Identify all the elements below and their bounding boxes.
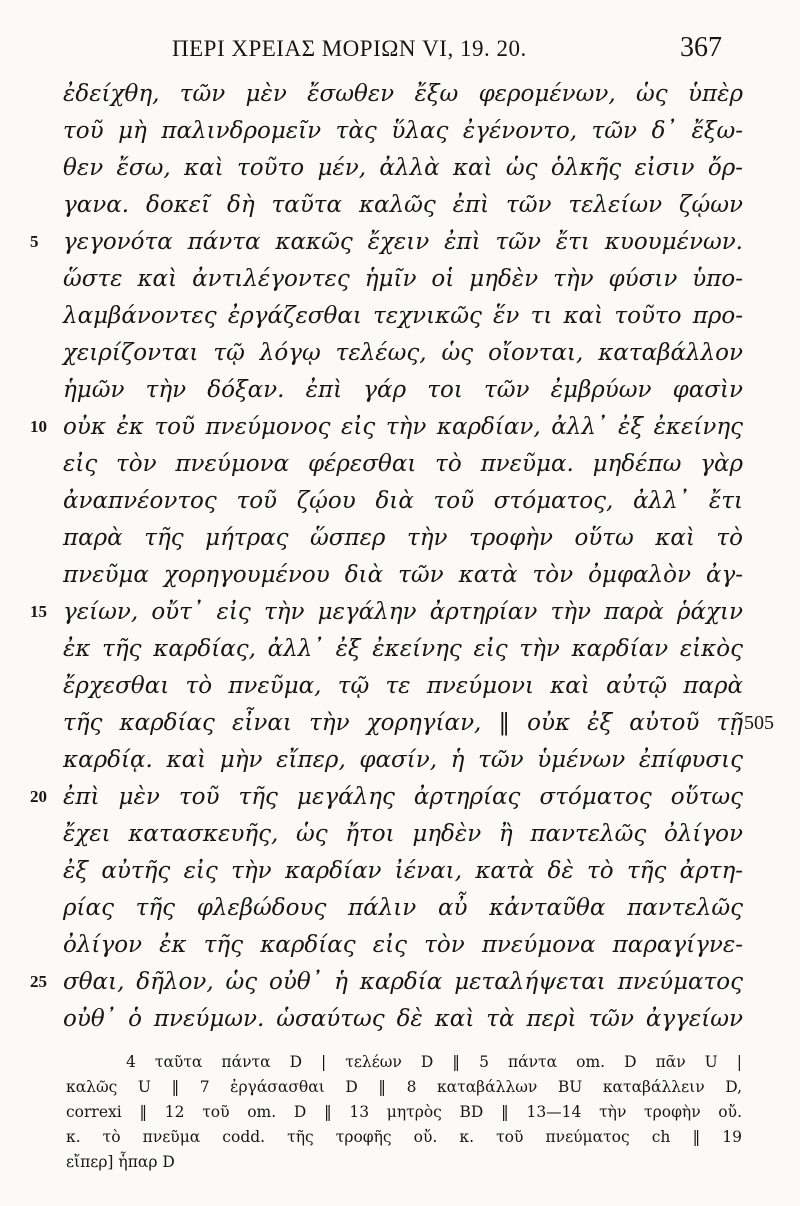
text-line: ρίας τῆς φλεβώδους πάλιν αὖ κἀνταῦθα παντελῶς (63, 895, 743, 921)
footnote-line: 4 ταῦτα πάντα D | τελέων D ‖ 5 πάντα om. D πᾶν U | (126, 1053, 742, 1071)
line-number: 25 (30, 972, 47, 991)
text-line: θεν ἔσω, καὶ τοῦτο μέν, ἀλλὰ καὶ ὡς ὁλκῆς εἰσιν ὄρ- (63, 155, 743, 181)
footnote-line: κ. τὸ πνεῦμα codd. τῆς τροφῆς οὔ. κ. τοῦ πνεύματος ch ‖ 19 (66, 1128, 742, 1146)
text-line: ὀλίγον ἐκ τῆς καρδίας εἰς τὸν πνεύμονα παραγίγνε- (63, 932, 743, 958)
text-line: ἐξ αὐτῆς εἰς τὴν καρδίαν ἰέναι, κατὰ δὲ τὸ τῆς ἀρτη- (63, 858, 743, 884)
running-title: ΠΕΡΙ ΧΡΕΙΑΣ ΜΟΡΙΩΝ VI, 19. 20. (172, 36, 527, 61)
text-line: οὐθ᾽ ὁ πνεύμων. ὡσαύτως δὲ καὶ τὰ περὶ τῶν ἀγγείων (63, 1006, 743, 1032)
text-line: σθαι, δῆλον, ὡς οὐθ᾽ ἡ καρδία μεταλήψεται πνεύματος (63, 969, 743, 995)
margin-page-reference: 505 (744, 712, 774, 734)
footnote-line: καλῶς U ‖ 7 ἐργάσασθαι D ‖ 8 καταβάλλων BU καταβάλλειν D, (66, 1078, 742, 1096)
critical-apparatus (66, 1050, 742, 1175)
footnote-line: εἴπερ] ἧπαρ D (66, 1153, 175, 1171)
text-line: οὐκ ἐκ τοῦ πνεύμονος εἰς τὴν καρδίαν, ἀλλ᾽ ἐξ ἐκείνης (63, 414, 743, 440)
text-line: ἐπὶ μὲν τοῦ τῆς μεγάλης ἀρτηρίας στόματος οὕτως (63, 784, 743, 810)
page-number: 367 (680, 32, 722, 63)
line-number: 15 (30, 602, 47, 621)
text-line: τῆς καρδίας εἶναι τὴν χορηγίαν, ‖ οὐκ ἐξ αὐτοῦ τῇ (63, 710, 743, 736)
text-line: χειρίζονται τῷ λόγῳ τελέως, ὡς οἴονται, καταβάλλον (63, 340, 743, 366)
text-line: ἀναπνέοντος τοῦ ζῴου διὰ τοῦ στόματος, ἀλλ᾽ ἔτι (63, 488, 743, 514)
text-line: γανα. δοκεῖ δὴ ταῦτα καλῶς ἐπὶ τῶν τελείων ζῴων (63, 192, 743, 218)
text-line: ἡμῶν τὴν δόξαν. ἐπὶ γάρ τοι τῶν ἐμβρύων φασὶν (63, 377, 743, 403)
text-line: εἰς τὸν πνεύμονα φέρεσθαι τὸ πνεῦμα. μηδέπω γὰρ (63, 451, 743, 477)
text-line: καρδίᾳ. καὶ μὴν εἴπερ, φασίν, ἡ τῶν ὑμένων ἐπίφυσις (63, 747, 743, 773)
text-line: λαμβάνοντες ἐργάζεσθαι τεχνικῶς ἕν τι καὶ τοῦτο προ- (63, 303, 743, 329)
line-number: 5 (30, 232, 39, 251)
text-line: παρὰ τῆς μήτρας ὥσπερ τὴν τροφὴν οὕτω καὶ τὸ (63, 525, 743, 551)
text-line: ἐκ τῆς καρδίας, ἀλλ᾽ ἐξ ἐκείνης εἰς τὴν καρδίαν εἰκὸς (63, 636, 743, 662)
footnote-line: correxi ‖ 12 τοῦ om. D ‖ 13 μητρὸς BD ‖ 13—14 τὴν τροφὴν οὔ. (66, 1103, 742, 1121)
text-line: ἐδείχθη, τῶν μὲν ἔσωθεν ἔξω φερομένων, ὡς ὑπὲρ (63, 81, 743, 107)
text-line: γεγονότα πάντα κακῶς ἔχειν ἐπὶ τῶν ἔτι κυουμένων. (63, 229, 743, 255)
line-number: 20 (30, 787, 47, 806)
text-line: ἔχει κατασκευῆς, ὡς ἤτοι μηδὲν ἢ παντελῶς ὀλίγον (63, 821, 743, 847)
text-line: πνεῦμα χορηγουμένου διὰ τῶν κατὰ τὸν ὀμφαλὸν ἀγ- (63, 562, 743, 588)
text-line: ἔρχεσθαι τὸ πνεῦμα, τῷ τε πνεύμονι καὶ αὐτῷ παρὰ (63, 673, 743, 699)
text-line: ὥστε καὶ ἀντιλέγοντες ἡμῖν οἱ μηδὲν τὴν φύσιν ὑπο- (63, 266, 743, 292)
line-number: 10 (30, 417, 47, 436)
text-line: τοῦ μὴ παλινδρομεῖν τὰς ὕλας ἐγένοντο, τῶν δ᾽ ἔξω- (63, 118, 743, 144)
text-line: γείων, οὔτ᾽ εἰς τὴν μεγάλην ἀρτηρίαν τὴν παρὰ ῥάχιν (63, 599, 743, 625)
